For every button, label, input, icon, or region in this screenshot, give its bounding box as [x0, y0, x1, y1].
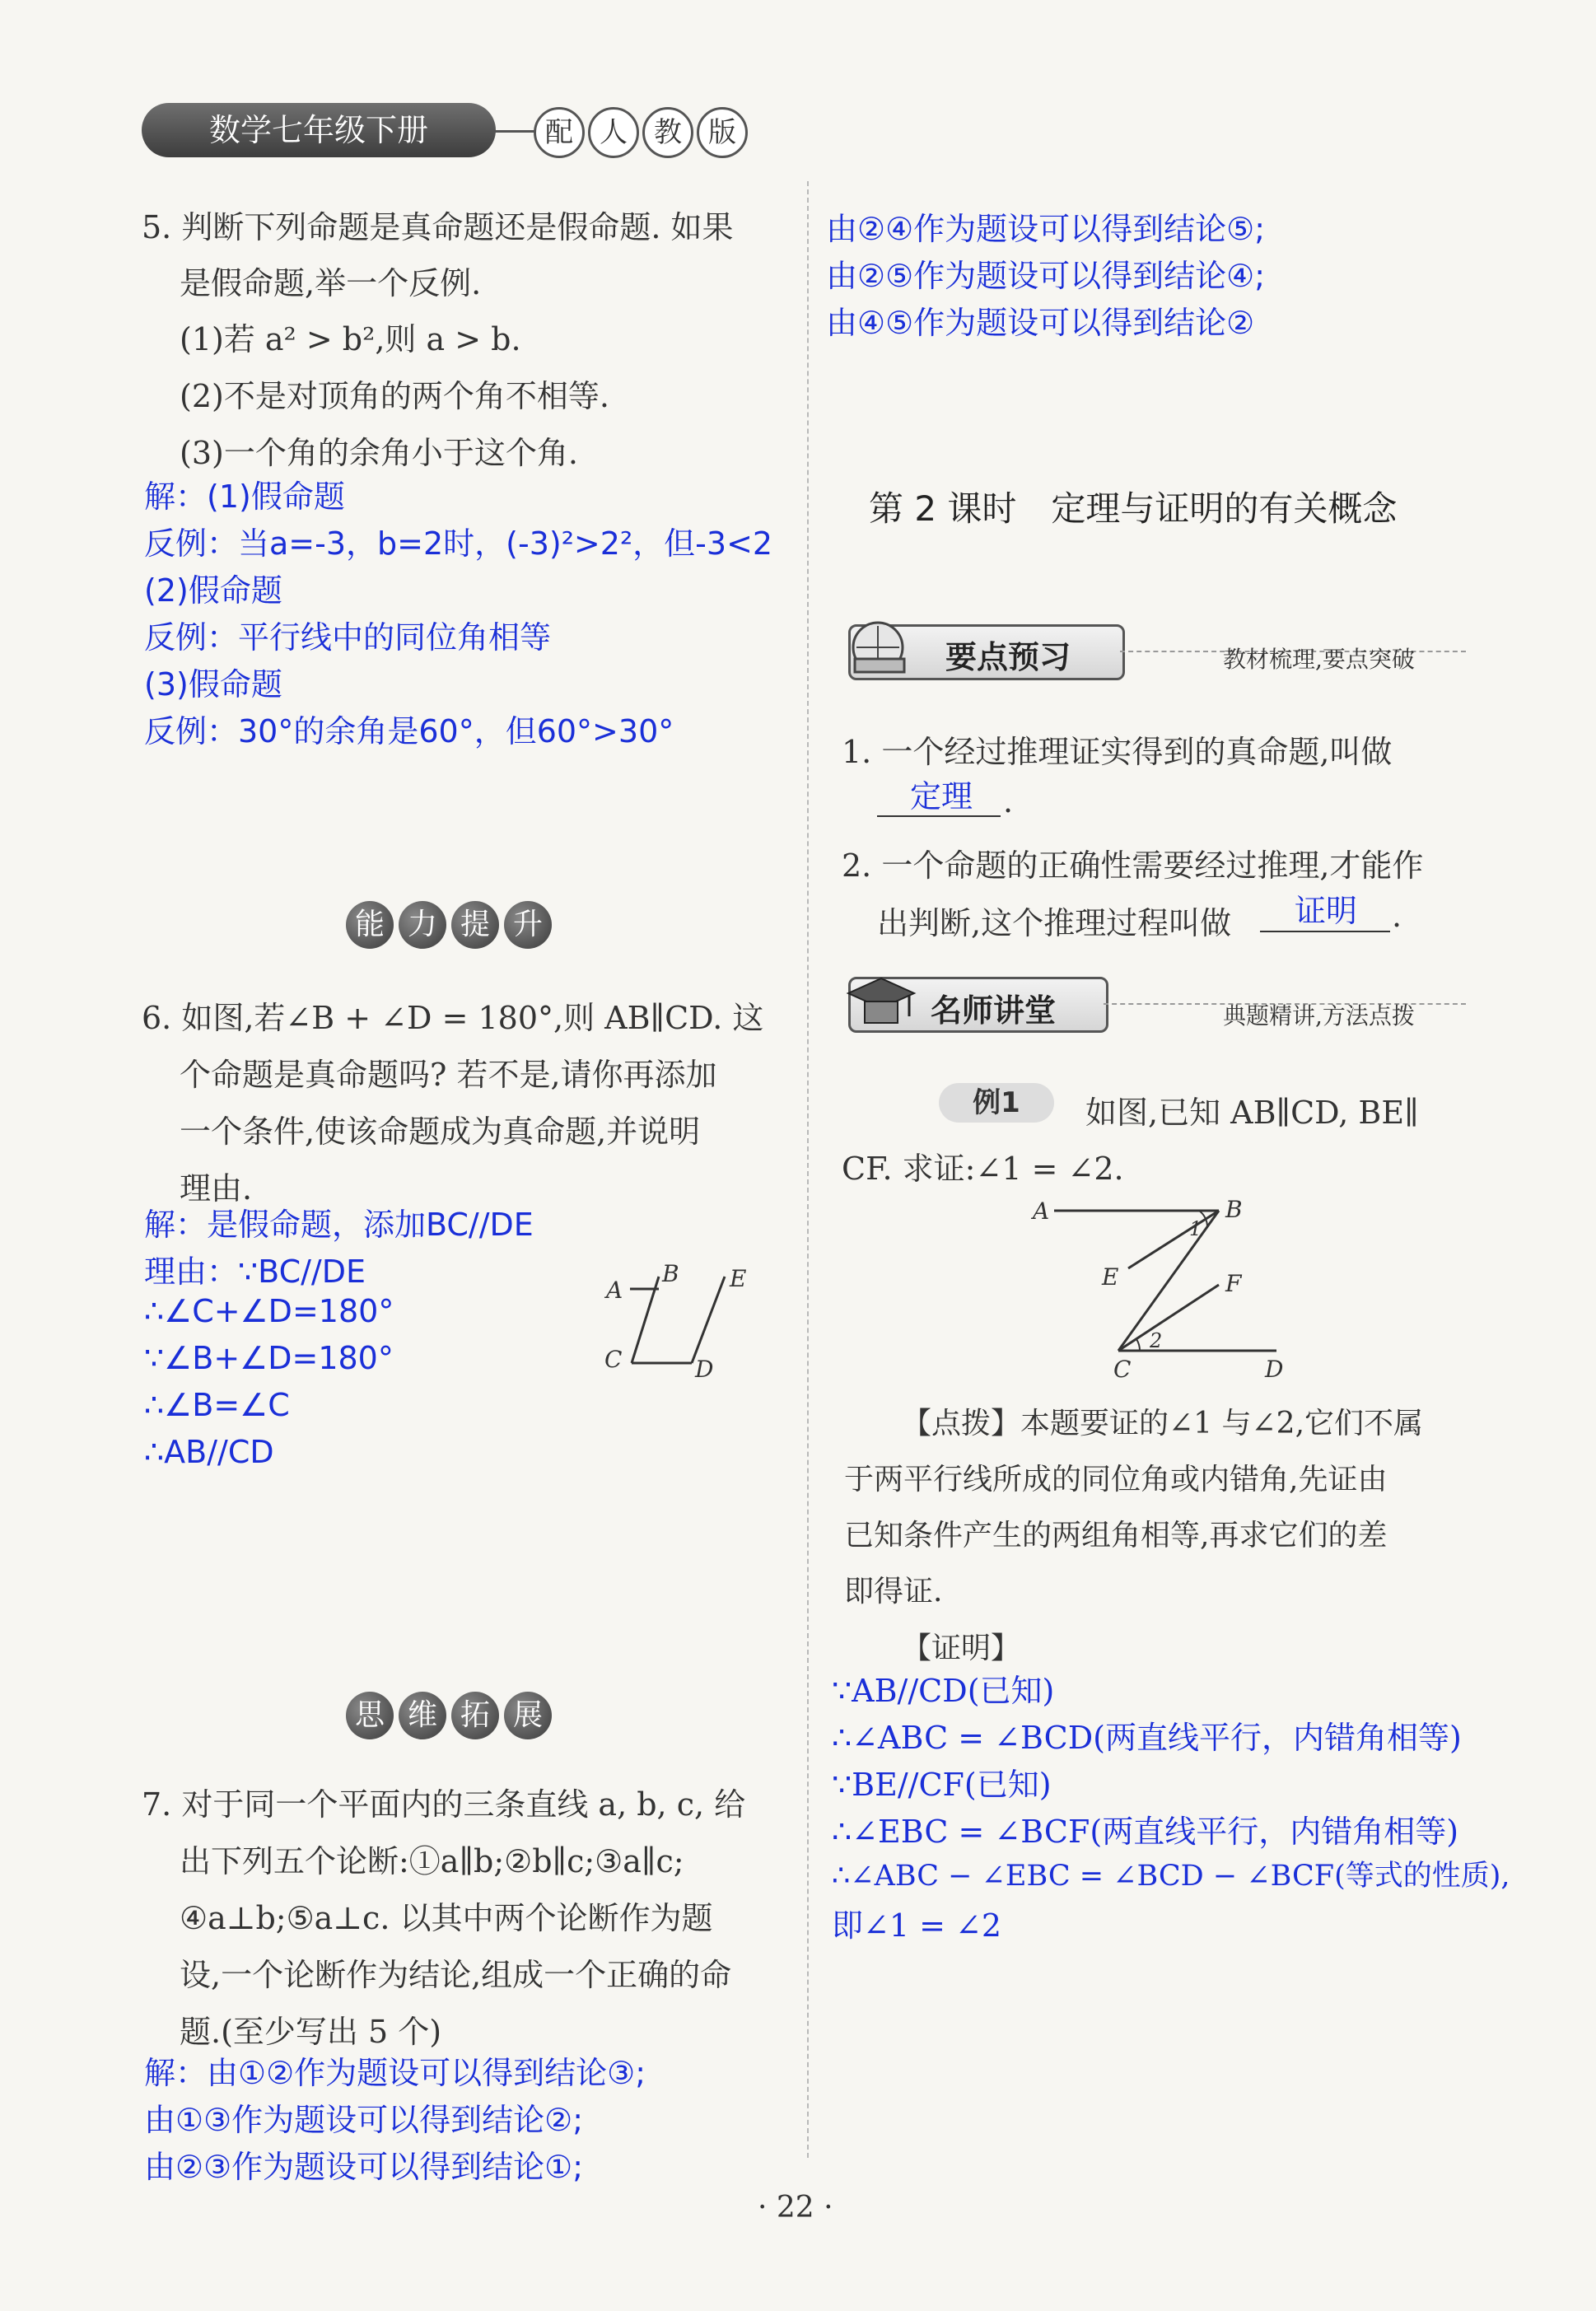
label-e: E [730, 1265, 747, 1292]
banner-title: 名师讲堂 [931, 992, 1057, 1029]
section-char: 能 [346, 901, 394, 949]
answer-line: ∴∠C+∠D=180° [144, 1293, 394, 1329]
section-char: 维 [399, 1692, 446, 1739]
period: . [1392, 898, 1402, 934]
proof-label: 【证明】 [902, 1632, 1021, 1665]
book-icon [838, 616, 921, 682]
answer-line: 反例：30°的余角是60°，但60°>30° [144, 713, 674, 749]
answer-line: 解：由①②作为题设可以得到结论③; [144, 2055, 646, 2091]
hint-line: 【点拨】本题要证的∠1 与∠2,它们不属 [902, 1407, 1424, 1440]
proof-line: ∴∠ABC = ∠BCD(两直线平行，内错角相等) [832, 1720, 1462, 1756]
edition-char: 版 [697, 107, 748, 158]
answer-line: 由①③作为题设可以得到结论②; [144, 2102, 584, 2138]
page-number: · 22 · [758, 2191, 833, 2225]
q7-line: 题.(至少写出 5 个) [180, 2014, 442, 2050]
preview-line: 1. 一个经过推理证实得到的真命题,叫做 [842, 734, 1393, 770]
proof-line: 即∠1 = ∠2 [832, 1907, 1002, 1944]
lesson-title: 第 2 课时 定理与证明的有关概念 [869, 488, 1398, 529]
graduation-cap-icon [840, 969, 922, 1034]
answer-line: 理由：∵BC//DE [144, 1254, 366, 1290]
label-d: D [695, 1356, 714, 1383]
section-char: 思 [346, 1692, 394, 1739]
q7-line: ④a⊥b;⑤a⊥c. 以其中两个论断作为题 [180, 1900, 713, 1936]
preview-line: 出判断,这个推理过程叫做 [877, 905, 1232, 941]
q7-line: 设,一个论断作为结论,组成一个正确的命 [180, 1957, 732, 1993]
q6-line: 理由. [180, 1170, 253, 1207]
label-e: E [1102, 1263, 1119, 1291]
example-line: 如图,已知 AB∥CD, BE∥ [1085, 1095, 1419, 1131]
answer-line: 反例：当a=-3，b=2时，(-3)²>2²，但-3<2 [144, 525, 773, 562]
answer-line: ∴∠B=∠C [144, 1387, 290, 1423]
answer-line: 由②⑤作为题设可以得到结论④; [826, 258, 1266, 294]
q6-figure [593, 1260, 774, 1384]
q7-line: 出下列五个论断:①a∥b;②b∥c;③a∥c; [180, 1843, 684, 1879]
hint-line: 即得证. [844, 1575, 943, 1608]
label-c: C [1113, 1356, 1132, 1383]
label-b: B [662, 1260, 679, 1287]
example-line: CF. 求证:∠1 = ∠2. [842, 1151, 1124, 1187]
q5-line: 是假命题,举一个反例. [180, 265, 482, 301]
banner-subtitle: 教材梳理,要点突破 [1223, 646, 1415, 673]
proof-line: ∵BE//CF(已知) [832, 1767, 1052, 1803]
banner-title: 要点预习 [945, 639, 1071, 675]
section-char: 拓 [451, 1692, 499, 1739]
answer-line: (2)假命题 [144, 572, 282, 609]
answer-line: 反例：平行线中的同位角相等 [144, 619, 552, 656]
q6-line: 6. 如图,若∠B + ∠D = 180°,则 AB∥CD. 这 [142, 1000, 764, 1036]
example-figure [1021, 1186, 1301, 1384]
q6-line: 一个条件,使该命题成为真命题,并说明 [180, 1113, 701, 1150]
proof-line: ∴∠EBC = ∠BCF(两直线平行，内错角相等) [832, 1814, 1459, 1850]
label-b: B [1225, 1196, 1243, 1223]
segment-de [692, 1277, 725, 1363]
answer-line: 由②④作为题设可以得到结论⑤; [826, 211, 1266, 247]
section-char: 力 [399, 901, 446, 949]
answer-line: 解：是假命题，添加BC//DE [144, 1207, 534, 1243]
book-title-banner: 数学七年级下册 [142, 103, 496, 157]
banner-subtitle: 典题精讲,方法点拨 [1223, 1002, 1415, 1029]
answer-line: ∴AB//CD [144, 1434, 274, 1470]
label-c: C [604, 1346, 623, 1373]
edition-char: 配 [534, 107, 585, 158]
answer-line: (3)假命题 [144, 666, 282, 703]
q5-line: 5. 判断下列命题是真命题还是假命题. 如果 [142, 209, 734, 245]
example-tag: 例1 [939, 1083, 1054, 1123]
blank-answer: 定理 [910, 778, 973, 815]
angle-2-label: 2 [1150, 1329, 1163, 1352]
edition-char: 教 [642, 107, 693, 158]
label-f: F [1225, 1270, 1242, 1297]
answer-line: 由②③作为题设可以得到结论①; [144, 2149, 584, 2185]
proof-line: ∵AB//CD(已知) [832, 1673, 1055, 1709]
column-divider [807, 181, 809, 2158]
section-char: 展 [504, 1692, 552, 1739]
line-bc [1118, 1211, 1219, 1351]
period: . [1003, 783, 1014, 819]
label-a: A [606, 1277, 623, 1304]
section-char: 升 [504, 901, 552, 949]
answer-line: ∵∠B+∠D=180° [144, 1340, 394, 1376]
section-char: 提 [451, 901, 499, 949]
answer-line: 由④⑤作为题设可以得到结论② [826, 305, 1255, 341]
q5-item: (2)不是对顶角的两个角不相等. [180, 378, 609, 414]
preview-line: 2. 一个命题的正确性需要经过推理,才能作 [842, 847, 1424, 884]
hint-line: 于两平行线所成的同位角或内错角,先证由 [844, 1463, 1388, 1496]
answer-line: 解：(1)假命题 [144, 479, 345, 515]
q6-line: 个命题是真命题吗? 若不是,请你再添加 [180, 1057, 717, 1093]
q7-line: 7. 对于同一个平面内的三条直线 a, b, c, 给 [142, 1786, 746, 1823]
line-cf [1118, 1285, 1219, 1351]
label-a: A [1033, 1198, 1050, 1225]
blank-answer: 证明 [1295, 893, 1358, 929]
hint-line: 已知条件产生的两组角相等,再求它们的差 [844, 1519, 1388, 1552]
angle-1-label: 1 [1189, 1217, 1202, 1240]
proof-line: ∴∠ABC − ∠EBC = ∠BCD − ∠BCF(等式的性质), [832, 1860, 1510, 1893]
q5-item: (1)若 a² > b²,则 a > b. [180, 321, 521, 357]
label-d: D [1265, 1356, 1284, 1383]
angle-2-arc [1136, 1339, 1140, 1351]
edition-char: 人 [588, 107, 639, 158]
q5-item: (3)一个角的余角小于这个角. [180, 435, 578, 471]
